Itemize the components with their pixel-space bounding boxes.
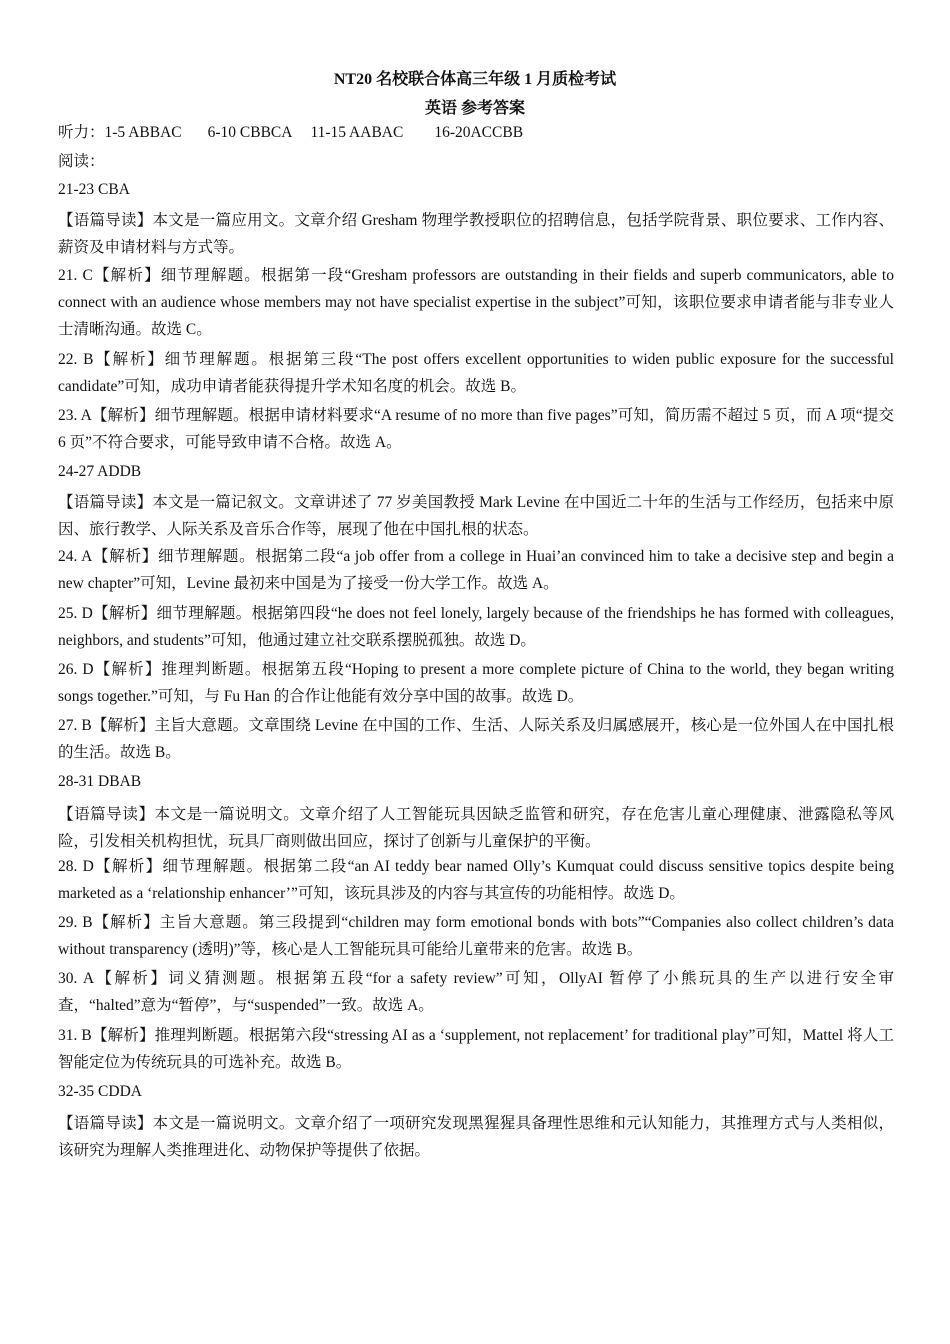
answer-explanation: 22. B【解析】细节理解题。根据第三段“The post offers excellent opportunities to widen public exposure for the successful candidate”可知，成功申请者能获得提升学术知名度的机会。故选 B。 [58,351,894,395]
listening-answers [58,123,894,143]
answer-explanation: 21. C【解析】细节理解题。根据第一段“Gresham professors are outstanding in their fields and superb communicators, able to connect with an audience whose members may not have specialist expertise in the subject”可知，该职位要求申请者能与非专业人士清晰沟通。故选 C。 [58,267,894,338]
page-title: NT20 名校联合体高三年级 1 月质检考试 [333,71,617,88]
listening-group: 16-20ACCBB [434,124,524,141]
listening-group: 1-5 ABBAC [104,124,182,141]
passage-intro: 【语篇导读】本文是一篇说明文。文章介绍了人工智能玩具因缺乏监管和研究，存在危害儿童心理健康、泄露隐私等风险，引发相关机构担忧，玩具厂商则做出回应，探讨了创新与儿童保护的平衡。 [58,806,894,850]
listening-group: 11-15 AABAC [310,124,404,141]
answer-explanation: 28. D【解析】细节理解题。根据第二段“an AI teddy bear named Olly’s Kumquat could discuss sensitive topics despite being marketed as a ‘relationship enhancer’”可知，该玩具涉及的内容与其宣传的功能相悖。故选 D。 [58,858,894,902]
listening-label: 听力： [58,124,105,141]
answer-explanation: 24. A【解析】细节理解题。根据第二段“a job offer from a college in Huai’an convinced him to take a decisive step and begin a new chapter”可知，Levine 最初来中国是为了接受一份大学工作。故选 A。 [58,548,894,592]
section-range: 24-27 ADDB [58,463,142,480]
listening-group: 6-10 CBBCA [207,124,293,141]
answer-explanation: 27. B【解析】主旨大意题。文章围绕 Levine 在中国的工作、生活、人际关系及归属感展开，核心是一位外国人在中国扎根的生活。故选 B。 [58,717,894,761]
section-range: 32-35 CDDA [58,1083,142,1100]
answer-explanation: 23. A【解析】细节理解题。根据申请材料要求“A resume of no more than five pages”可知，简历需不超过 5 页，而 A 项“提交 6 页”不符合要求，可能导致申请不合格。故选 A。 [58,407,895,451]
answer-explanation: 30. A【解析】词义猜测题。根据第五段“for a safety review”可知，OllyAI 暂停了小熊玩具的生产以进行安全审查，“halted”意为“暂停”，与“suspended”一致。故选 A。 [58,970,894,1014]
section-range: 21-23 CBA [58,181,130,198]
section-range: 28-31 DBAB [58,773,142,790]
answer-explanation: 25. D【解析】细节理解题。根据第四段“he does not feel lonely, largely because of the friendships he has formed with colleagues, neighbors, and students”可知，他通过建立社交联系摆脱孤独。故选 D。 [58,605,894,649]
passage-intro: 【语篇导读】本文是一篇记叙文。文章讲述了 77 岁美国教授 Mark Levine 在中国近二十年的生活与工作经历，包括来中原因、旅行教学、人际关系及音乐合作等，展现了他在中国扎根的状态。 [58,494,894,538]
reading-label: 阅读： [58,153,105,170]
answer-explanation: 31. B【解析】推理判断题。根据第六段“stressing AI as a ‘supplement, not replacement’ for traditional play”可知，Mattel 将人工智能定位为传统玩具的可选补充。故选 B。 [58,1027,894,1071]
page-subtitle: 英语 参考答案 [424,100,525,117]
answer-explanation: 29. B【解析】主旨大意题。第三段提到“children may form emotional bonds with bots”“Companies also collect children’s data without transparency (透明)”等，核心是人工智能玩具可能给儿童带来的危害。故选 B。 [58,914,894,958]
answer-explanation: 26. D【解析】推理判断题。根据第五段“Hoping to present a more complete picture of China to the world, they began writing songs together.”可知，与 Fu Han 的合作让他能有效分享中国的故事。故选 D。 [58,661,894,705]
passage-intro: 【语篇导读】本文是一篇应用文。文章介绍 Gresham 物理学教授职位的招聘信息，包括学院背景、职位要求、工作内容、薪资及申请材料与方式等。 [58,212,894,256]
passage-intro: 【语篇导读】本文是一篇说明文。文章介绍了一项研究发现黑猩猩具备理性思维和元认知能力，其推理方式与人类相似，该研究为理解人类推理进化、动物保护等提供了依据。 [58,1115,894,1159]
